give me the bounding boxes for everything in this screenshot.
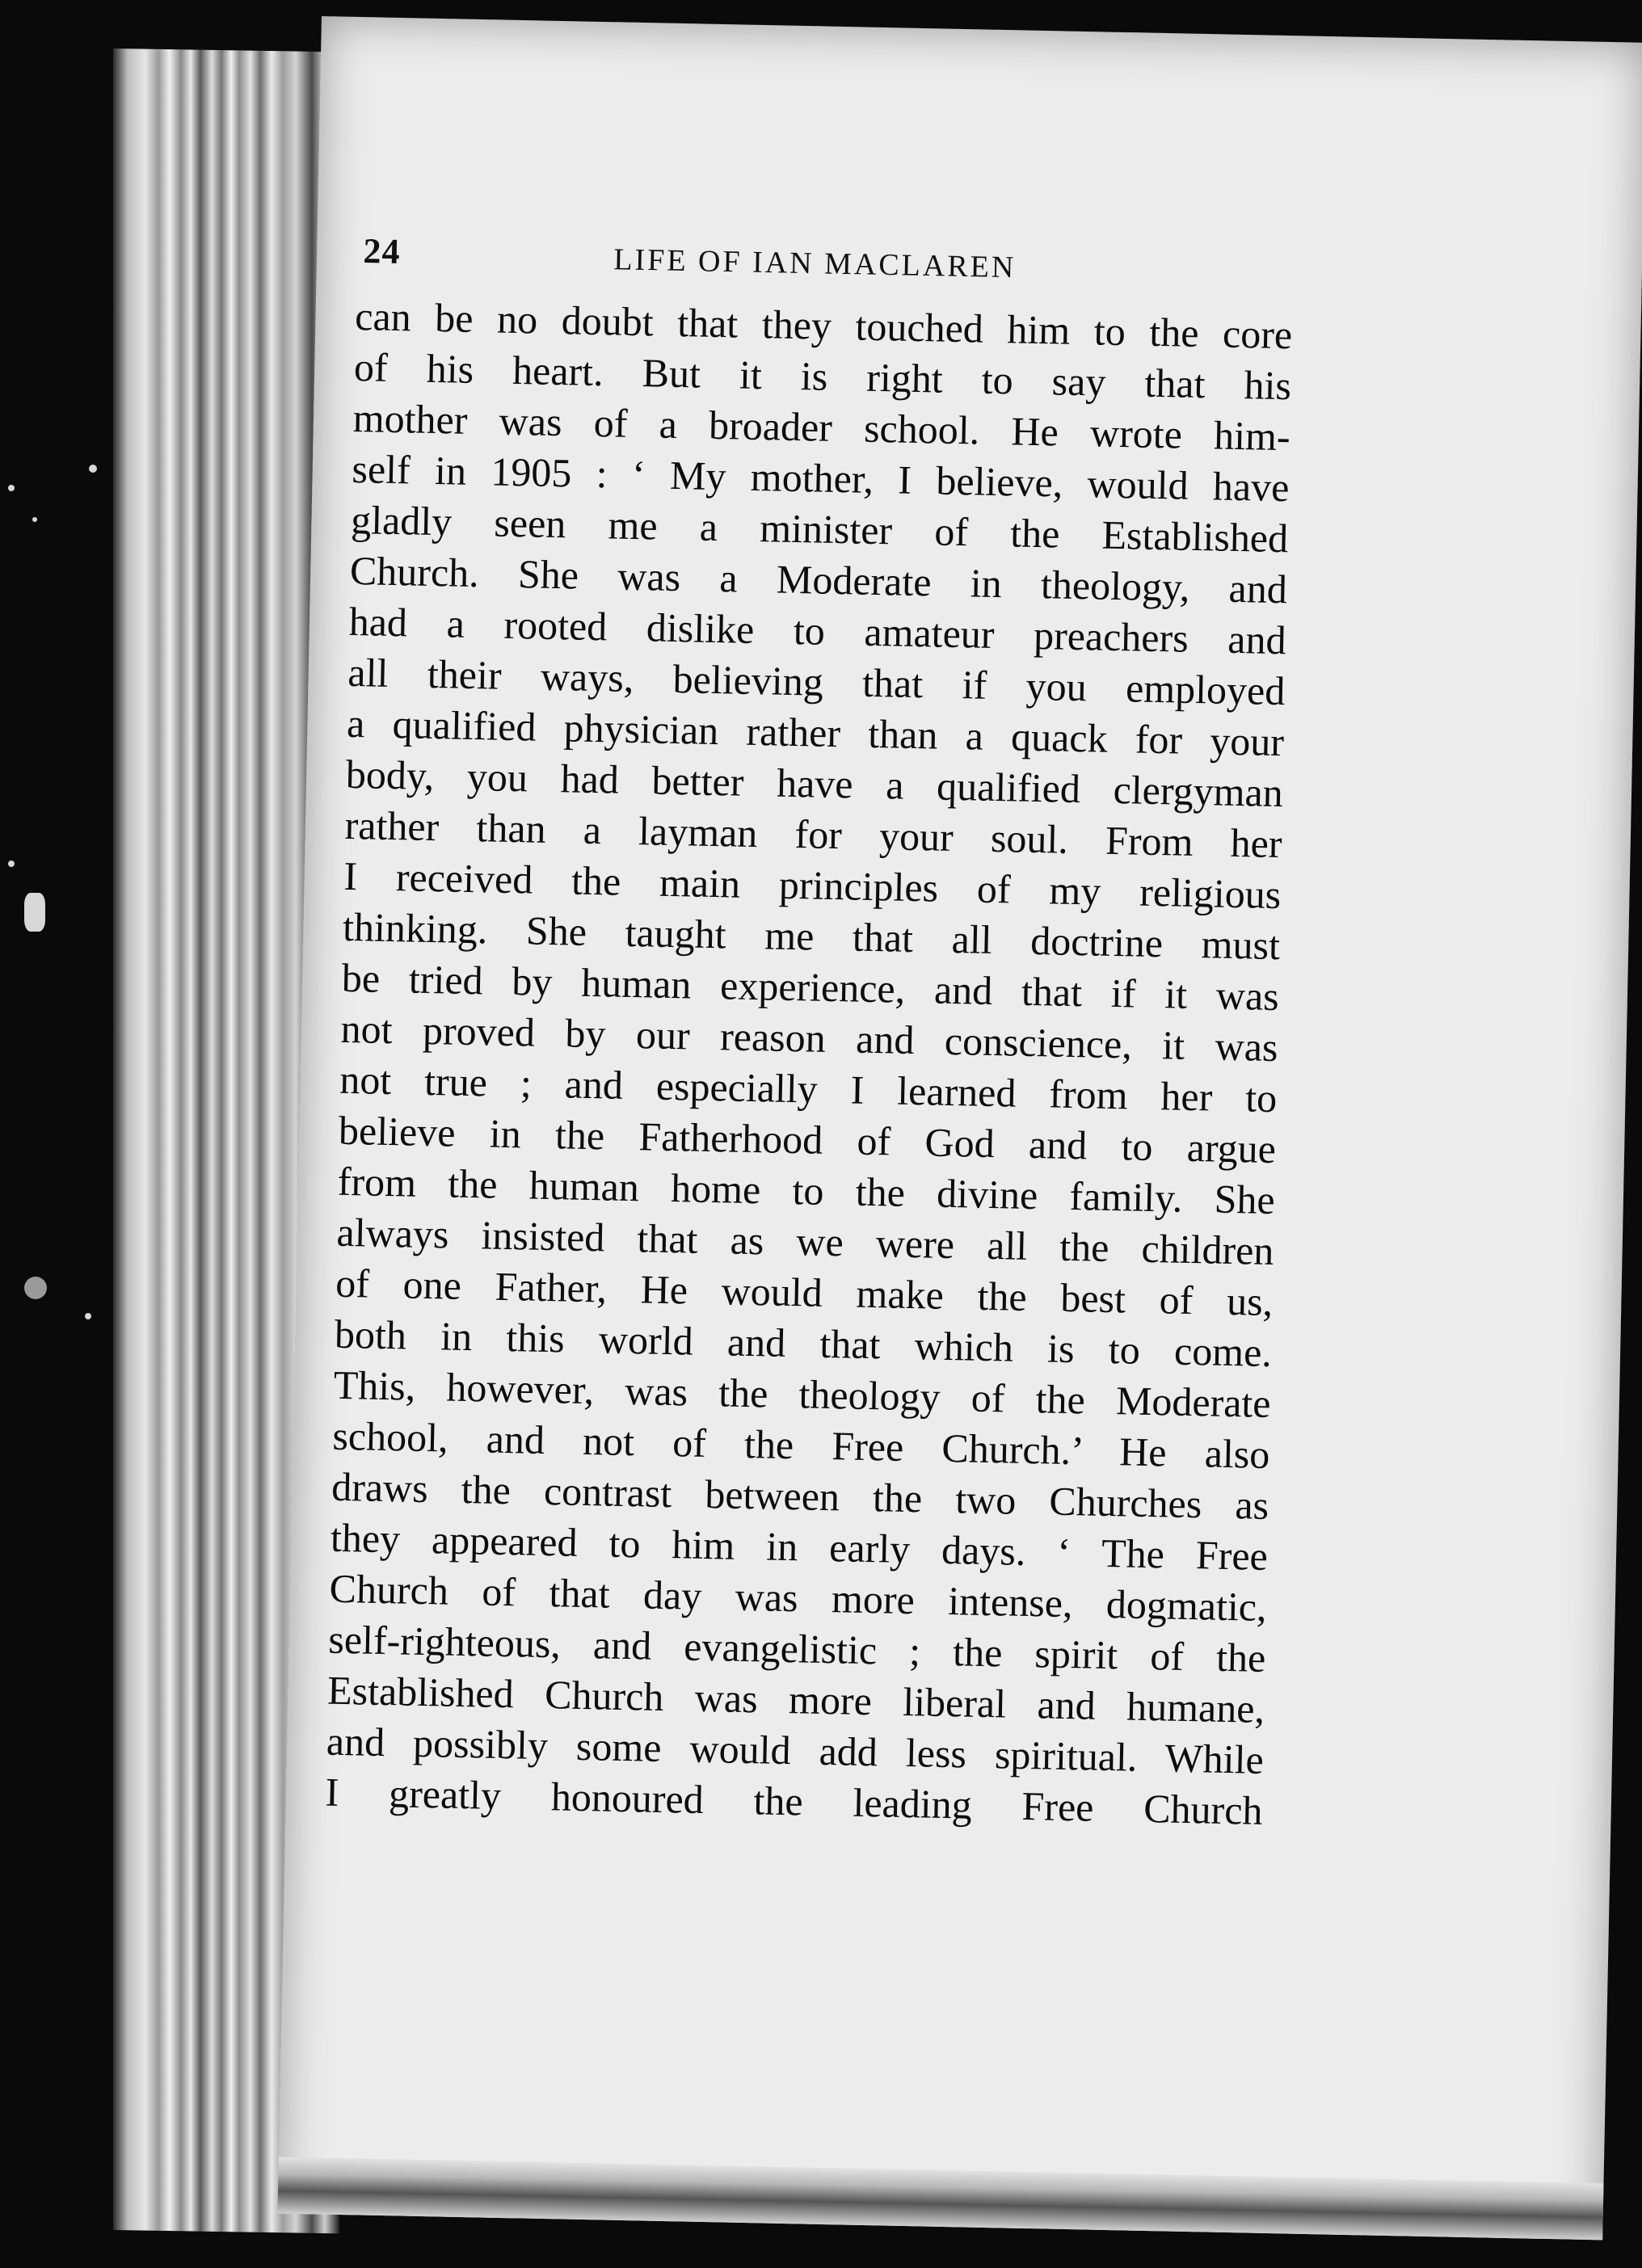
text-line: always insisted that as we were all the children [336,1209,1274,1274]
text-line: Established Church was more liberal and humane, [326,1667,1265,1732]
text-line: I received the main principles of my religious [343,852,1282,918]
text-line: self in 1905 : ‘ My mother, I believe, would have [352,445,1290,511]
text-line: Church of that day was more intense, dogmatic, [329,1565,1268,1630]
text-line: both in this world and that which is to come. [334,1311,1273,1376]
scan-speck [85,1313,91,1319]
text-line: all their ways, believing that if you employed [347,649,1286,714]
text-line: mother was of a broader school. He wrote him- [352,394,1291,460]
text-line: Church. She was a Moderate in theology, and [349,547,1288,612]
text-line: rather than a layman for your soul. From her [344,802,1283,867]
text-line: and possibly some would add less spiritual. While [326,1718,1265,1782]
text-line: had a rooted dislike to amateur preachers and [348,598,1287,663]
text-line: not proved by our reason and conscience, it was [340,1005,1279,1071]
text-line: of one Father, He would make the best of us, [335,1260,1274,1325]
text-line: believe in the Fatherhood of God and to argue [338,1107,1277,1172]
text-line: draws the contrast between the two Churches as [331,1463,1269,1528]
text-line: can be no doubt that they touched him to the core [354,292,1293,358]
text-line: This, however, was the theology of the Moderate [333,1361,1272,1427]
running-head: LIFE OF IAN MACLAREN [613,242,1017,285]
text-line: I greatly honoured the leading Free Church [325,1769,1264,1833]
page-bottom-edge [277,2156,1603,2240]
page-number: 24 [362,230,401,271]
scan-speck [24,893,45,932]
text-line: they appeared to him in early days. ‘ The Free [330,1514,1269,1579]
body-text [325,291,1293,1837]
text-line: from the human home to the divine family. She [337,1158,1276,1223]
text-line: school, and not of the Free Church.’ He also [331,1412,1270,1477]
scan-speck [24,1277,47,1299]
text-line: thinking. She taught me that all doctrine must [342,903,1281,969]
scan-speck [8,860,15,867]
text-line: self-righteous, and evangelistic ; the spirit of the [327,1616,1266,1681]
text-line: of his heart. But it is right to say that his [353,343,1292,409]
text-line: not true ; and especially I learned from her to [339,1056,1278,1121]
text-line: body, you had better have a qualified clergyman [345,751,1284,816]
text-line: be tried by human experience, and that if it was [341,954,1280,1020]
scan-speck [32,517,37,522]
text-line: a qualified physician rather than a quack for your [346,700,1285,765]
scan-speck [89,465,97,473]
text-line: gladly seen me a minister of the Established [350,496,1289,562]
scan-speck [8,485,15,491]
